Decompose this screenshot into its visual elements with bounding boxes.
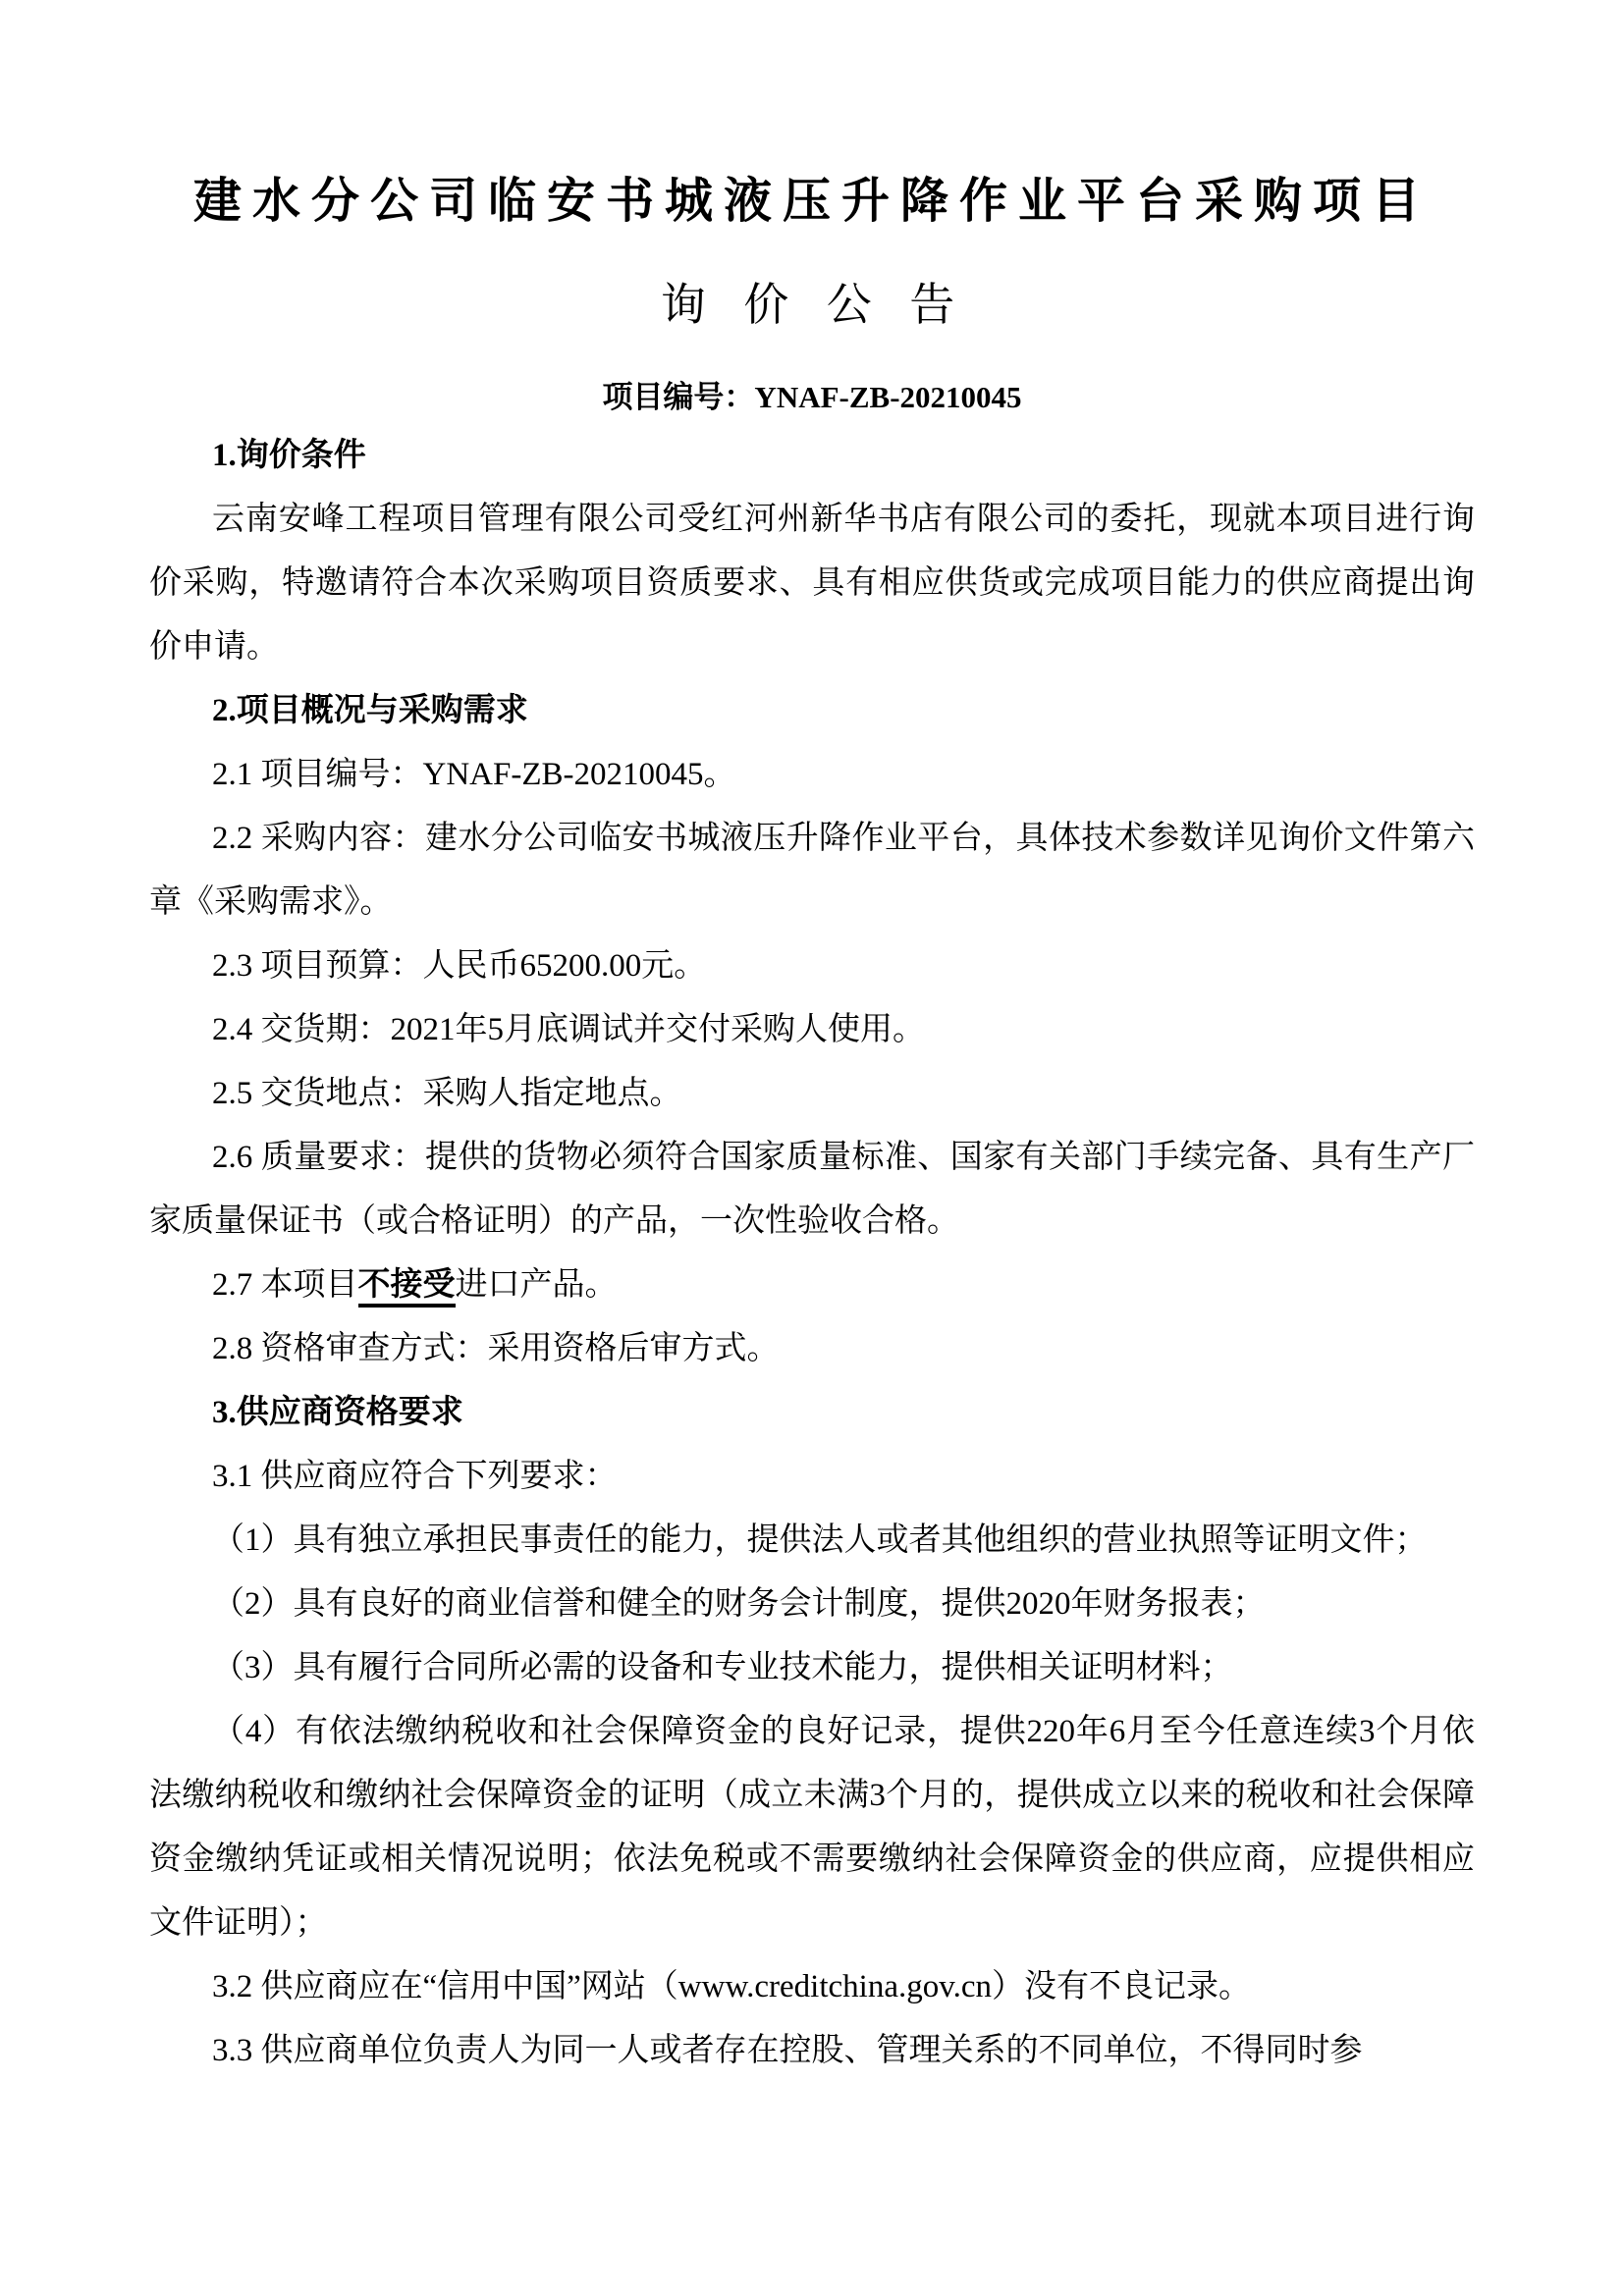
paragraph-inquiry-conditions: 云南安峰工程项目管理有限公司受红河州新华书店有限公司的委托，现就本项目进行询价采购，特邀请符合本次采购项目资质要求、具有相应供货或完成项目能力的供应商提出询价申请。 [149, 502, 1475, 665]
project-number-line: 项目编号：YNAF-ZB-20210045 [602, 380, 1022, 414]
paragraph-3-1-item-4: （4）有依法缴纳税收和社会保障资金的良好记录，提供220年6月至今任意连续3个月依法缴纳税收和缴纳社会保障资金的证明（成立未满3个月的，提供成立以来的税收和社会保障资金缴纳凭证或相关情况说明；依法免税或不需要缴纳社会保障资金的供应商，应提供相应文件证明）； [149, 1714, 1475, 1941]
section-heading-supplier-qualifications: 3.供应商资格要求 [212, 1395, 463, 1430]
paragraph-2-1-project-number: 2.1 项目编号：YNAF-ZB-20210045。 [212, 757, 736, 792]
paragraph-3-2-credit-china: 3.2 供应商应在“信用中国”网站（www.creditchina.gov.cn）没有不良记录。 [212, 1969, 1251, 2004]
paragraph-2-2-procurement-content: 2.2 采购内容：建水分公司临安书城液压升降作业平台，具体技术参数详见询价文件第六章《采购需求》。 [149, 821, 1475, 920]
paragraph-2-7-emphasis-not-accepted: 不接受 [358, 1267, 456, 1308]
document-body [149, 424, 1475, 2083]
paragraph-3-1-item-2: （2）具有良好的商业信誉和健全的财务会计制度，提供2020年财务报表； [212, 1586, 1266, 1622]
paragraph-3-3-related-entities: 3.3 供应商单位负责人为同一人或者存在控股、管理关系的不同单位，不得同时参 [212, 2033, 1363, 2068]
paragraph-3-1-item-1: （1）具有独立承担民事责任的能力，提供法人或者其他组织的营业执照等证明文件； [212, 1522, 1428, 1558]
paragraph-2-7-no-imported-products [149, 1254, 1475, 1317]
paragraph-3-1-requirements-intro: 3.1 供应商应符合下列要求： [212, 1459, 618, 1494]
paragraph-2-6-quality-requirements: 2.6 质量要求：提供的货物必须符合国家质量标准、国家有关部门手续完备、具有生产厂家质量保证书（或合格证明）的产品，一次性验收合格。 [149, 1140, 1475, 1239]
paragraph-2-4-delivery-time: 2.4 交货期：2021年5月底调试并交付采购人使用。 [212, 1012, 925, 1047]
paragraph-2-8-qualification-review: 2.8 资格审查方式：采用资格后审方式。 [212, 1331, 780, 1366]
paragraph-2-7-suffix: 进口产品。 [455, 1267, 618, 1303]
section-heading-project-overview: 2.项目概况与采购需求 [212, 693, 528, 728]
paragraph-3-1-item-3: （3）具有履行合同所必需的设备和专业技术能力，提供相关证明材料； [212, 1650, 1233, 1685]
document-subtitle: 询 价 公 告 [660, 280, 964, 330]
document-title: 建水分公司临安书城液压升降作业平台采购项目 [192, 174, 1431, 228]
section-heading-inquiry-conditions: 1.询价条件 [212, 438, 366, 473]
paragraph-2-7-prefix: 2.7 本项目 [212, 1267, 358, 1303]
paragraph-2-5-delivery-place: 2.5 交货地点：采购人指定地点。 [212, 1076, 682, 1111]
paragraph-2-3-budget: 2.3 项目预算：人民币65200.00元。 [212, 948, 707, 984]
